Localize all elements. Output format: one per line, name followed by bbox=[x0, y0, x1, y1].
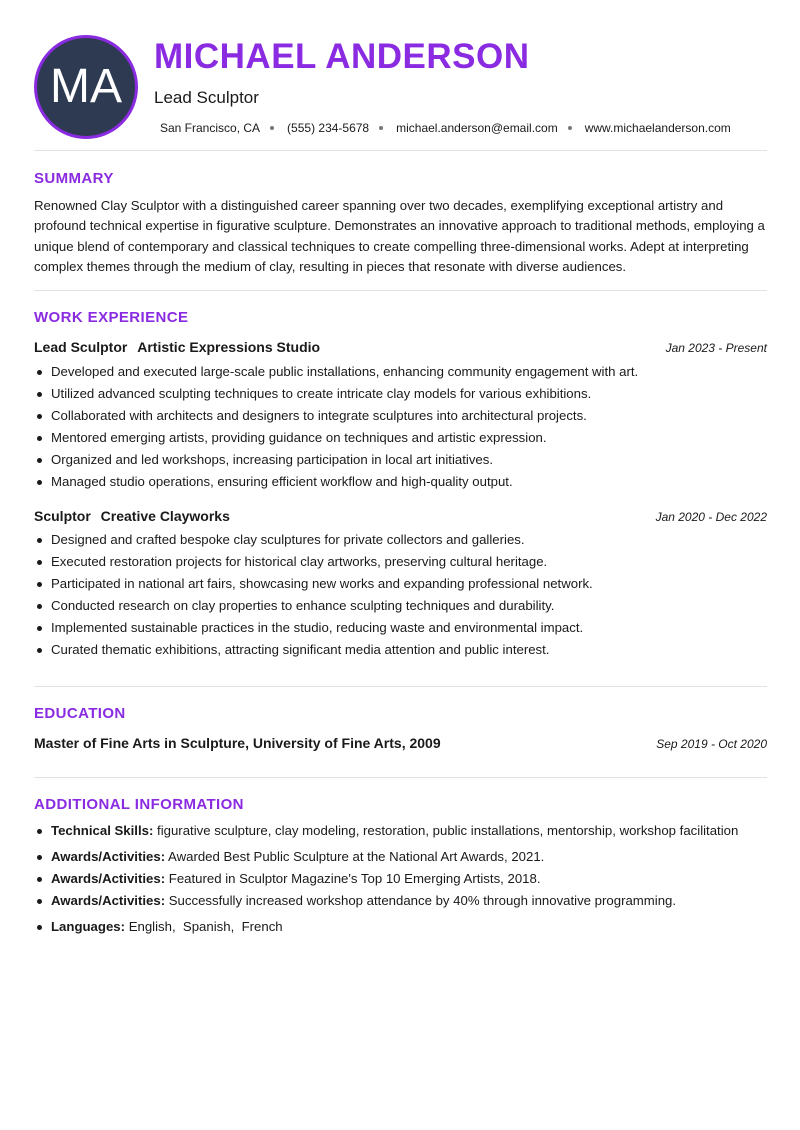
candidate-role: Lead Sculptor bbox=[154, 88, 259, 107]
list-item: Participated in national art fairs, showcasing new works and expanding professional network. bbox=[34, 573, 767, 595]
job-bullets bbox=[34, 529, 767, 661]
list-item: Managed studio operations, ensuring efficient workflow and high-quality output. bbox=[34, 471, 767, 493]
list-item bbox=[34, 868, 767, 890]
education-dates: Sep 2019 - Oct 2020 bbox=[656, 737, 767, 751]
job-dates: Jan 2020 - Dec 2022 bbox=[655, 510, 767, 524]
list-item bbox=[34, 916, 767, 938]
list-item: Collaborated with architects and designers to integrate sculptures into architectural projects. bbox=[34, 405, 767, 427]
info-text: Featured in Sculptor Magazine's Top 10 Emerging Artists, 2018. bbox=[168, 871, 541, 886]
separator-dot-icon bbox=[568, 126, 572, 130]
list-item: Curated thematic exhibitions, attracting significant media attention and public interest. bbox=[34, 639, 767, 661]
contact-website[interactable]: www.michaelanderson.com bbox=[584, 121, 731, 135]
job-dates: Jan 2023 - Present bbox=[665, 341, 767, 355]
avatar: MA bbox=[34, 35, 138, 139]
job-title-line bbox=[34, 338, 320, 356]
divider bbox=[34, 150, 767, 151]
job-position: Lead Sculptor bbox=[34, 339, 128, 355]
resume-page bbox=[34, 0, 767, 934]
list-item: Utilized advanced sculpting techniques to create intricate clay models for various exhibitions. bbox=[34, 383, 767, 405]
summary-text: Renowned Clay Sculptor with a distinguished career spanning over two decades, exemplifying exceptional artistry and profound technical expertise in figurative sculpture. Demonstrates an innovative approach to traditional methods, employing a unique blend of contemporary and classical techniques to create compelling three-dimensional works. Adept at interpreting complex themes through the medium of clay, resulting in pieces that resonate with diverse audiences. bbox=[34, 198, 765, 275]
info-label: Awards/Activities: bbox=[51, 893, 166, 908]
contact-line bbox=[160, 120, 731, 136]
divider bbox=[34, 777, 767, 778]
job-header bbox=[34, 338, 767, 356]
list-item bbox=[34, 820, 767, 842]
info-label: Technical Skills: bbox=[51, 823, 154, 838]
job-company: Artistic Expressions Studio bbox=[137, 339, 321, 355]
job-title-line bbox=[34, 507, 230, 525]
resume-header bbox=[34, 0, 767, 150]
list-item: Designed and crafted bespoke clay sculptures for private collectors and galleries. bbox=[34, 529, 767, 551]
additional-heading: ADDITIONAL INFORMATION bbox=[34, 796, 244, 813]
education-degree: Master of Fine Arts in Sculpture, University of Fine Arts, 2009 bbox=[34, 735, 441, 751]
list-item: Developed and executed large-scale public installations, enhancing community engagement with art. bbox=[34, 361, 767, 383]
info-label: Languages: bbox=[51, 919, 126, 934]
job-company: Creative Clayworks bbox=[100, 508, 230, 524]
education-entry bbox=[34, 734, 767, 752]
experience-heading: WORK EXPERIENCE bbox=[34, 309, 189, 326]
info-text: Successfully increased workshop attendance by 40% through innovative programming. bbox=[168, 893, 677, 908]
info-text: English, Spanish, French bbox=[128, 919, 283, 934]
separator-dot-icon bbox=[379, 126, 383, 130]
additional-list bbox=[34, 820, 767, 938]
job-header bbox=[34, 507, 767, 525]
info-label: Awards/Activities: bbox=[51, 871, 166, 886]
info-text: Awarded Best Public Sculpture at the National Art Awards, 2021. bbox=[168, 849, 545, 864]
job-bullets bbox=[34, 361, 767, 493]
separator-dot-icon bbox=[270, 126, 274, 130]
list-item: Mentored emerging artists, providing guidance on techniques and artistic expression. bbox=[34, 427, 767, 449]
divider bbox=[34, 290, 767, 291]
contact-location: San Francisco, CA bbox=[160, 121, 261, 135]
candidate-name: MICHAEL ANDERSON bbox=[154, 37, 530, 76]
education-heading: EDUCATION bbox=[34, 705, 126, 722]
contact-phone: (555) 234-5678 bbox=[287, 121, 370, 135]
contact-email[interactable]: michael.anderson@email.com bbox=[396, 121, 558, 135]
list-item: Organized and led workshops, increasing participation in local art initiatives. bbox=[34, 449, 767, 471]
summary-heading: SUMMARY bbox=[34, 170, 114, 187]
list-item: Conducted research on clay properties to enhance sculpting techniques and durability. bbox=[34, 595, 767, 617]
divider bbox=[34, 686, 767, 687]
list-item: Implemented sustainable practices in the studio, reducing waste and environmental impact. bbox=[34, 617, 767, 639]
info-label: Awards/Activities: bbox=[51, 849, 166, 864]
list-item bbox=[34, 890, 767, 912]
info-text: figurative sculpture, clay modeling, restoration, public installations, mentorship, workshop facilitation bbox=[157, 823, 739, 838]
job-position: Sculptor bbox=[34, 508, 91, 524]
list-item: Executed restoration projects for historical clay artworks, preserving cultural heritage. bbox=[34, 551, 767, 573]
list-item bbox=[34, 846, 767, 868]
